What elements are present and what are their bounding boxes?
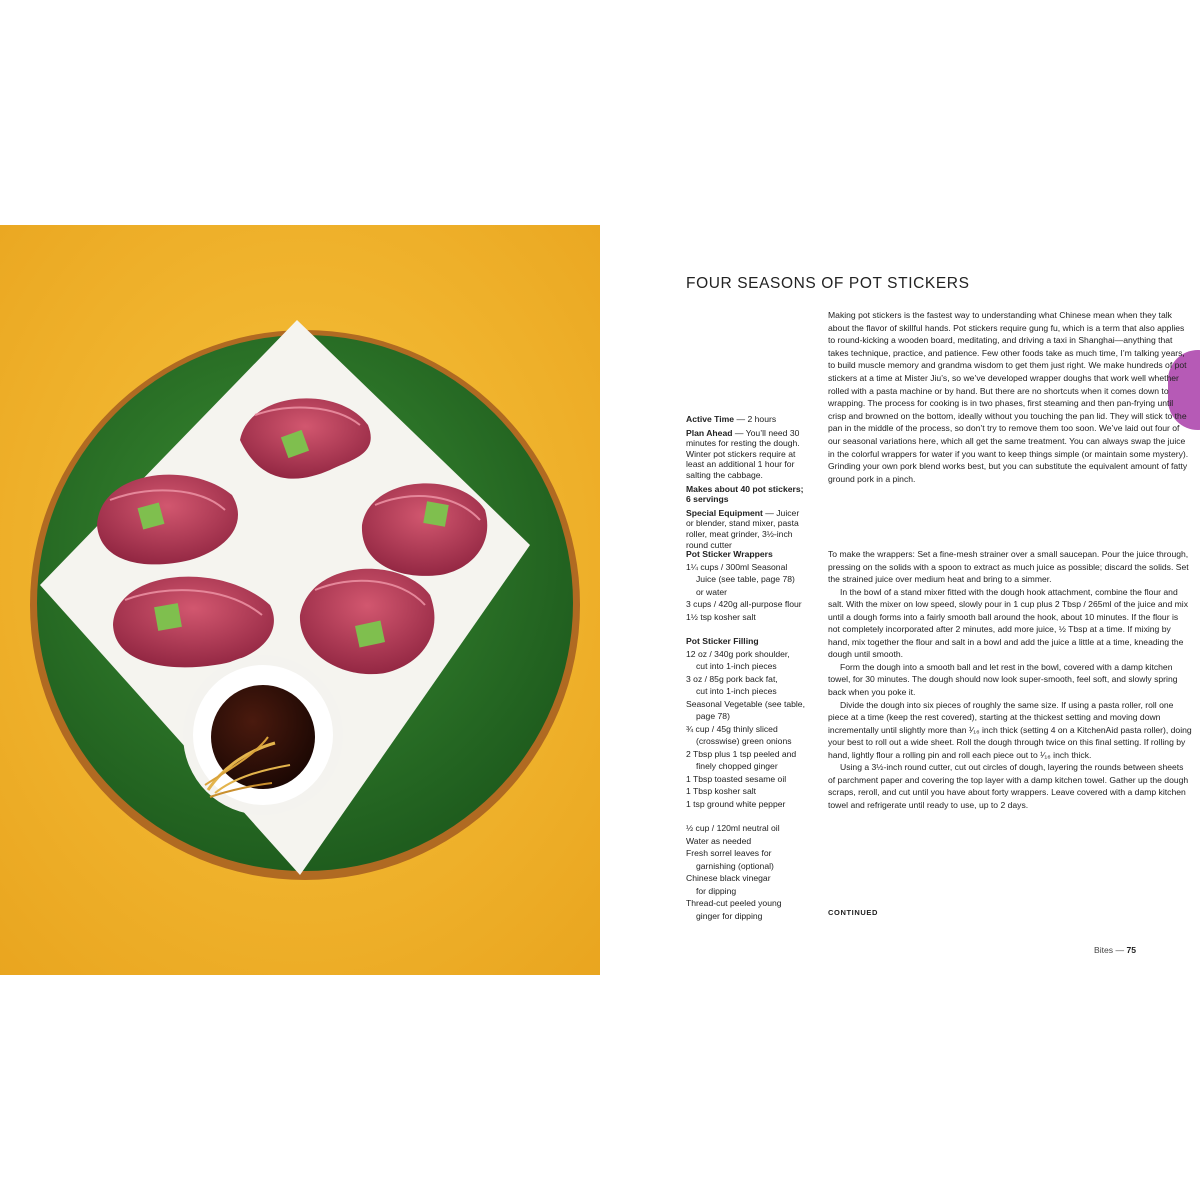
- ingredient-line: or water: [696, 586, 728, 597]
- page-number: 75: [1126, 945, 1137, 955]
- method-steps: [828, 548, 1192, 811]
- recipe-title: FOUR SEASONS OF POT STICKERS: [686, 275, 970, 292]
- ingredient-line: 1½ tsp kosher salt: [686, 611, 756, 622]
- ingredient-line: page 78): [696, 711, 730, 721]
- dumpling-right: [362, 483, 487, 576]
- wrappers-heading: Pot Sticker Wrappers: [686, 549, 773, 559]
- recipe-intro: Making pot stickers is the fastest way to understanding what Chinese mean when they talk about the flavor of skillful hands. Pot stickers require gung fu, which is a term that also applies to round-kicking a wooden board, meditating, and driving a taxi in Shanghai—anything that takes technique, practice, and patience. Few other foods take as much time, I’m talking years, to build muscle memory and grandma wisdom to get them just right. We make hundreds of pot stickers at a time at Mister Jiu’s, so we’ve developed wrapper doughs that work well whether rolled with a pasta machine or by hand. But there are no shortcuts when it comes down to wrapping. The process for cooking is in two phases, first steaming and then pan-frying until crisp and browned on the bottom, ideally without you touching the pan lid. They will stick to the pan in the middle of the process, so don’t try to remove them too soon. We’ve laid out four of our seasonal variations here, which all get the same treatment. You can always swap the juice in the colorful wrappers for water if you want to keep things simple (or maintain some mystery). Grinding your own pork blend works best, but you can substitute the equivalent amount of fatty ground pork in a pinch.: [828, 310, 1189, 484]
- ingredient-line: for dipping: [696, 885, 737, 896]
- ingredient-line: cut into 1-inch pieces: [696, 661, 777, 671]
- ingredient-line: finely chopped ginger: [696, 761, 778, 771]
- ingredient-line: 1 Tbsp kosher salt: [686, 786, 757, 796]
- ingredient-line: Thread-cut peeled young: [686, 898, 782, 908]
- ingredient-line: 1 Tbsp toasted sesame oil: [686, 773, 787, 784]
- ingredient-line: Fresh sorrel leaves for: [686, 848, 772, 858]
- recipe-page: [600, 225, 1200, 975]
- filling-ingredients: [686, 648, 810, 811]
- section-name: Bites —: [1094, 945, 1127, 955]
- method-paragraph: To make the wrappers: Set a fine-mesh strainer over a small saucepan. Pour the juice through, pressing on the solids with a spoon to extract as much juice as possible; discard the solids. Set the strained juice over medium heat and bring to a simmer.: [828, 549, 1189, 585]
- filling-heading: Pot Sticker Filling: [686, 636, 759, 646]
- method-paragraph: In the bowl of a stand mixer fitted with the dough hook attachment, combine the flour and salt. With the mixer on low speed, slowly pour in 1 cup plus 2 Tbsp / 265ml of the juice and mix until a dough forms into a fairly smooth ball around the hook, about 10 minutes. If the flour is not completely incorporated after 2 minutes, add more juice, ½ Tbsp at a time. If mixing by hand, mix together the flour and salt in a bowl and add the juice a little at a time, kneading the dough until smooth.: [828, 586, 1188, 660]
- pot-stickers-photo: [0, 225, 600, 975]
- yield: Makes about 40 pot stickers; 6 servings: [686, 483, 804, 505]
- ingredient-line: Chinese black vinegar: [686, 873, 771, 883]
- method-paragraph: Divide the dough into six pieces of roughly the same size. If using a pasta roller, roll one piece at a time (keep the rest covered), starting at the thickest setting and moving down incrementally until slightly more than ¹⁄₁₆ inch thick (setting 4 on a KitchenAid pasta roller), doing your best to roll out a wide sheet. Roll the dough through twice on this final setting. If rolling by hand, lightly flour a rolling pin and roll each piece out to ¹⁄₁₆ inch thick.: [828, 699, 1192, 760]
- special-equipment: Special Equipment — Juicer or blender, stand mixer, pasta roller, meat grinder, 3½-inch round cutter: [686, 507, 800, 550]
- recipe-meta: [686, 414, 806, 553]
- wrappers-ingredients: [686, 561, 810, 624]
- ingredient-line: 1 tsp ground white pepper: [686, 798, 786, 809]
- ingredient-line: garnishing (optional): [696, 860, 774, 871]
- ingredient-list: [686, 548, 810, 922]
- continued-label: CONTINUED: [828, 908, 878, 917]
- ingredient-line: Water as needed: [686, 835, 752, 846]
- ingredient-line: (crosswise) green onions: [696, 736, 792, 746]
- ingredient-line: 3 cups / 420g all-purpose flour: [686, 599, 802, 609]
- ingredient-line: Juice (see table, page 78): [696, 574, 795, 584]
- method-paragraph: Using a 3½-inch round cutter, cut out circles of dough, layering the rounds between sheets of parchment paper and covering the top layer with a damp kitchen towel. Gather up the dough scraps, reroll, and cut until you have about forty wrappers. Leave covered with a damp kitchen towel and refrigerate until ready to use, up to 2 days.: [828, 762, 1189, 810]
- dipping-sauce-bowl: [183, 655, 343, 815]
- ingredient-line: 12 oz / 340g pork shoulder,: [686, 648, 790, 659]
- serving-ingredients: [686, 822, 810, 922]
- ingredient-line: 2 Tbsp plus 1 tsp peeled and: [686, 748, 797, 759]
- active-time: Active Time — 2 hours: [686, 414, 777, 424]
- ingredient-line: 3 oz / 85g pork back fat,: [686, 673, 778, 684]
- method-paragraph: Form the dough into a smooth ball and let rest in the bowl, covered with a damp kitchen towel, for 30 minutes. The dough should now look super-smooth, feel soft, and slowly spring back when you poke it.: [828, 661, 1178, 698]
- ingredient-line: ½ cup / 120ml neutral oil: [686, 823, 780, 833]
- ingredient-line: ¾ cup / 45g thinly sliced: [686, 723, 778, 734]
- page-folio: [1094, 945, 1136, 955]
- ingredient-line: ginger for dipping: [696, 910, 763, 921]
- plan-ahead: Plan Ahead — You’ll need 30 minutes for resting the dough. Winter pot stickers require at least an additional 1 hour for salting the cabbage.: [686, 427, 800, 480]
- book-spread: [0, 225, 1200, 975]
- ingredient-line: 1¼ cups / 300ml Seasonal: [686, 561, 788, 572]
- ingredient-line: Seasonal Vegetable (see table,: [686, 698, 805, 709]
- ingredient-line: cut into 1-inch pieces: [696, 686, 777, 696]
